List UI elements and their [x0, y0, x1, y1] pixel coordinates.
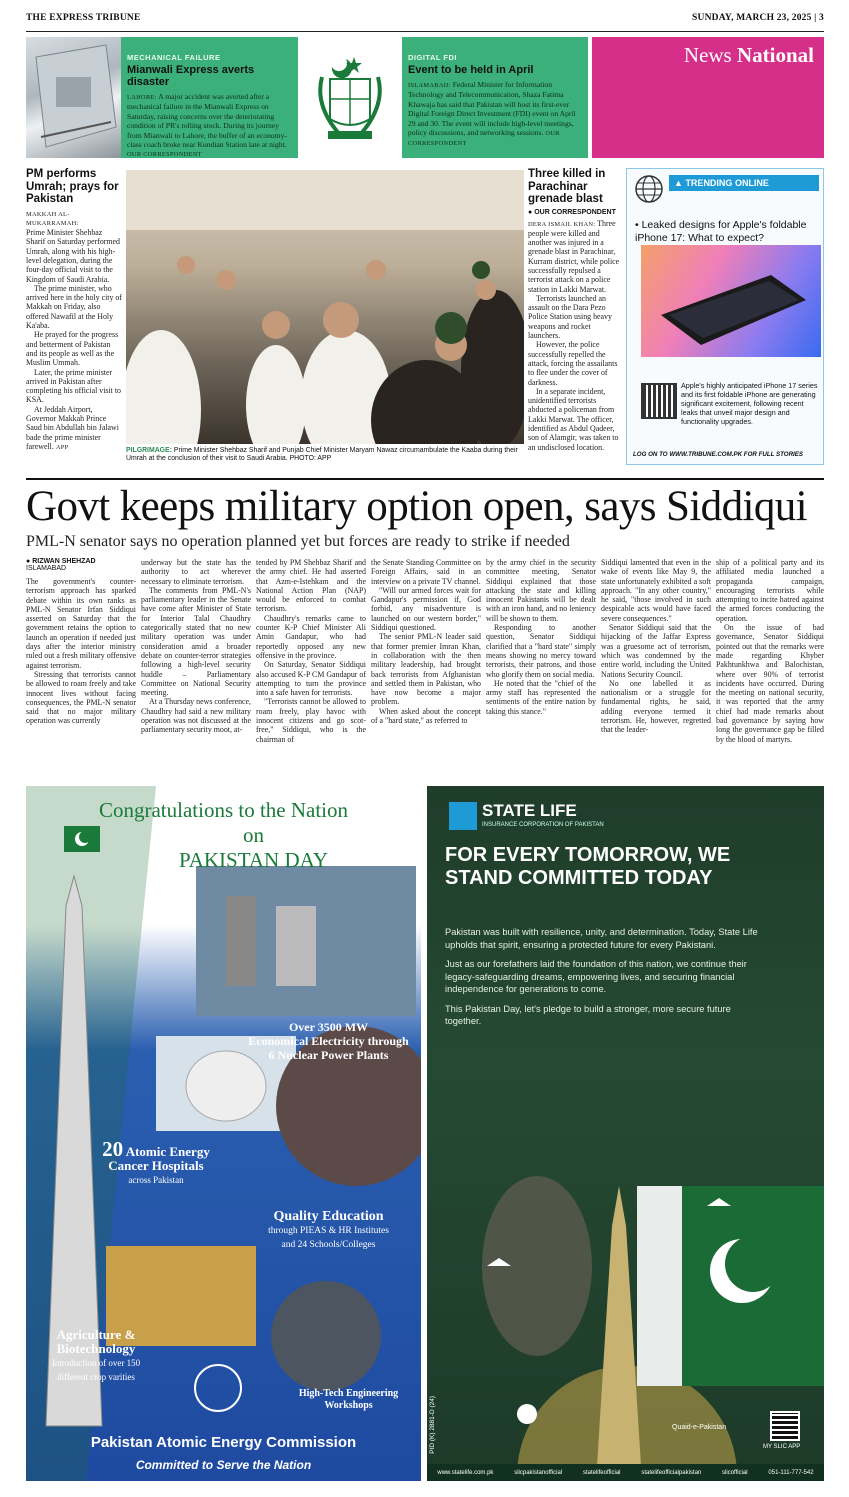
story-headline: Three killed in Parachinar grenade blast: [528, 168, 606, 205]
brief-body: ISLAMABAD: Federal Minister for Information Technology and Telecommunication, Shaza Fatima Khawaja has said that Pakistan will host its first-ever Digital Foreign Direct Investment (FDI) event on April 29 and 30. The event will include high-level meetings, policy discussions, and networking sessions. OUR CORRESPONDENT: [408, 80, 576, 148]
quaid-caption: Quaid-e-Pakistan: [672, 1424, 727, 1431]
trending-title: ▲ TRENDING ONLINE: [669, 175, 819, 191]
footer-x[interactable]: slicofficial: [722, 1469, 748, 1476]
train-photo-svg: [26, 37, 121, 158]
umrah-photo: [126, 170, 524, 444]
brief-digital-fdi: [402, 37, 588, 158]
qr-code[interactable]: [641, 383, 677, 419]
globe-icon: [633, 173, 665, 205]
footer-phone[interactable]: 051-111-777-542: [768, 1469, 814, 1476]
statelife-brand-sub: INSURANCE CORPORATION OF PAKISTAN: [482, 822, 604, 828]
paec-agriculture: Agriculture & Biotechnology Introduction of over 150 different crop varities: [51, 1327, 141, 1382]
statelife-pid: PID (K) 2881-D (24): [429, 1396, 436, 1454]
lead-rule: [26, 478, 824, 480]
paec-congrats: Congratulations to the Nation on PAKISTAN DAY: [98, 798, 349, 872]
trending-headline-link[interactable]: • Leaked designs for Apple's foldable iPhone 17: What to expect?: [635, 219, 807, 244]
story-umrah: [26, 168, 122, 468]
statelife-body: Pakistan was built with resilience, unity, and determination. Today, State Life upholds that spirit, ensuring a protected future for every Pakistani. Just as our forefathers laid the foundation of this nation, we continue their legacy-safeguarding dreams, empowering lives, and securing financial independence for generations to come. This Pakistan Day, let's pledge to build a stronger, more secure future together.: [445, 927, 758, 1026]
footer-facebook[interactable]: slicpakistanofficial: [514, 1469, 563, 1476]
lead-byline: ● RIZWAN SHEHZAD ISLAMABAD: [26, 558, 96, 572]
page-date: SUNDAY, MARCH 23, 2025 | 3: [692, 13, 824, 23]
aaa-badge-icon: [517, 1404, 537, 1424]
story-parachinar: [528, 168, 622, 468]
section-label: [592, 37, 824, 158]
emblem-icon: [302, 37, 398, 158]
photo-caption: PILGRIMAGE: Prime Minister Shehbaz Sharif and Punjab Chief Minister Maryam Nawaz circumambulate the Kaaba during their Umrah at the conclusion of their visit to Saudi Arabia. PHOTO: APP: [126, 447, 518, 463]
statelife-ad-art: [427, 786, 824, 1481]
story-byline: ● OUR CORRESPONDENT: [528, 208, 616, 216]
lead-col-6: Siddiqui lamented that even in the wake of events like May 9, the state unfortunately exhibited a soft approach. "In any other country," he said, "those involved in such despicable acts would have faced severe consequences." Senator Siddiqui said that the hijacking of the Jaffar Express was a gruesome act of terrorism, which was condemned by the entire world, including the United Nations Security Council. No one labelled it as nationalism or a struggle for fundamental rights, he said, adding everyone termed it terrorism. He, however, regretted that the leader-: [601, 558, 711, 735]
lead-col-4: the Senate Standing Committee on Foreign Affairs, said in an interview on a private TV channel. "Will our armed forces wait for Gandapur's permission if, God forbid, any misadventure is launched on our western border," Siddiqui questioned. The senior PML-N leader said that former premier Imran Khan, in collaboration with the then military leadership, had brought back terrorists from Afghanistan and settled them in Pakistan, who have now become a major problem. When asked about the concept of a "hard state," as referred to: [371, 558, 481, 726]
trending-summary: Apple's highly anticipated iPhone 17 series and its first foldable iPhone are generating significant excitement, following recent leaks that unveil major design and functionality upgrades.: [681, 381, 818, 426]
trending-box: [626, 168, 824, 465]
paec-education: Quality Education through PIEAS & HR Institutes and 24 Schools/Colleges: [268, 1209, 389, 1250]
lead-headline: Govt keeps military option open, says Siddiqui: [26, 483, 807, 530]
brief-kicker: MECHANICAL FAILURE: [127, 53, 221, 62]
paec-engineering: High-Tech Engineering Workshops: [298, 1388, 399, 1411]
brief-kicker: DIGITAL FDI: [408, 53, 457, 62]
ad-paec[interactable]: [26, 786, 421, 1481]
lead-col-5: by the army chief in the security committee meeting, Senator Siddiqui explained that those attacking the state and killing innocent Pakistanis will be dealt with an iron hand, and no leniency will be shown to them. Responding to another question, Senator Siddiqui clarified that a "hard state" simply means showing no mercy toward terrorists, their patrons, and those who glorify them on social media. He noted that the "chief of the army staff has represented the sentiments of the entire nation by taking this stance.": [486, 558, 596, 716]
lead-col-2: underway but the state has the authority to act wherever necessary to eliminate terrorism. The comments from PML-N's parliamentary leader in the Senate have come after Minister of State for Interior Talal Chaudhry categorically stated that no new military operation was under consideration amid a broader debate on counter-terror strategies following a high-level security huddle – Parliamentary Committee on National Security meeting. At a Thursday news conference, Chaudhry had said a new military operation was not discussed at the parliamentary security moot, at-: [141, 558, 251, 735]
iphone-image: [641, 245, 821, 357]
paec-cancer: 20 Atomic Energy Cancer Hospitals across Pakistan: [102, 1137, 210, 1185]
paper-name: THE EXPRESS TRIBUNE: [26, 13, 141, 23]
paec-motto: Committed to Serve the Nation: [135, 1458, 312, 1472]
footer-instagram[interactable]: statelifeofficial: [582, 1469, 621, 1476]
statelife-brand: STATE LIFE: [482, 801, 577, 820]
statelife-footer: [427, 1464, 824, 1481]
statelife-headline: FOR EVERY TOMORROW, WE STAND COMMITTED TODAY: [445, 844, 731, 889]
section-title: News National: [683, 43, 814, 67]
app-label: MY SLIC APP: [763, 1444, 801, 1450]
ad-state-life[interactable]: [427, 786, 824, 1481]
trending-footer: LOG ON TO WWW.TRIBUNE.COM.PK FOR FULL STORIES: [633, 451, 804, 458]
trend-icon: ▲: [674, 178, 683, 188]
lead-col-3: tended by PM Shehbaz Sharif and the army chief. He had asserted that Azm-e-Istehkam and the National Action Plan (NAP) would be enforced to combat terrorism. Chaudhry's remarks came to counter K-P Chief Minister Ali Amin Gandapur, who had reportedly opposed any new offensive in the province. On Saturday, Senator Siddiqui also accused K-P CM Gandapur of attempting to turn the province into a safe haven for terrorists. "Terrorists cannot be allowed to roam freely, play havoc with innocent citizens and go scot-free," Siddiqui, who is the chairman of: [256, 558, 366, 744]
masthead: [26, 8, 824, 32]
app-qr-code[interactable]: [770, 1411, 800, 1441]
statelife-logo: [449, 802, 477, 830]
brief-headline: Mianwali Express averts disaster: [127, 64, 255, 88]
brief-headline: Event to be held in April: [408, 64, 534, 76]
story-body: MAKKAH AL-MUKARRAMAH: Prime Minister Shehbaz Sharif on Saturday performed Umrah, along with his high-level delegation, during the four-day official visit to the Kingdom of Saudi Arabia. The prime minister, who arrived here in the holy city of Makkah on Friday, also offered Nawafil at the Holy Ka'aba. He prayed for the progress and betterment of Pakistan and its people as well as the Muslim Ummah. Later, the prime minister arrived in Pakistan after completing his official visit to KSA. At Jeddah Airport, Governor Makkah Prince Saud bin Abdullah bin Jalawi bade the prime minister farewell. APP: [26, 210, 122, 451]
lead-col-7: ship of a political party and its affiliated media launched a propaganda campaign, encouraging terrorists while attempting to incite hatred against the armed forces conducting the operation. On the issue of bad governance, Senator Siddiqui pointed out that the remarks were made regarding Khyber Pakhtunkhwa and Balochistan, where over 90% of terrorist incidents have occurred. During the meeting on national security, it was reported that the army chief had made remarks about bad governance by saying how long the governance gap be filled by the blood of martyrs.: [716, 558, 824, 744]
crowd-illustration: [126, 170, 524, 444]
story-body: DERA ISMAIL KHAN: Three people were killed and another was injured in a grenade blast in Parachinar, Kurram district, while police successfully repulsed a terrorist attack on a police station in Lakki Marwat. Terrorists launched an assault on the Dara Pezo Police Station using heavy weapons and rocket launchers. However, the police successfully repelled the attack, forcing the assailants to flee under the cover of darkness. In a separate incident, unidentified terrorists abducted a policeman from Lakki Marwat. The officer, identified as Abdul Qadeer, son of Alamgir, was taken to an undisclosed location.: [528, 218, 620, 452]
footer-linkedin[interactable]: statelifeofficialpakistan: [641, 1469, 702, 1476]
paec-power: Over 3500 MW Economical Electricity through 6 Nuclear Power Plants: [248, 1020, 409, 1062]
paec-org: Pakistan Atomic Energy Commission: [90, 1434, 357, 1451]
train-photo: [26, 37, 121, 158]
paec-logo-icon: [194, 1364, 242, 1412]
story-headline: PM performs Umrah; prays for Pakistan: [26, 168, 119, 205]
brief-mianwali: [26, 37, 298, 158]
lead-col-1: The government's counter-terrorism approach has sparked debate within its own ranks as PML-N Senator Irfan Siddiqui asserted on Saturday that the government retains the option to launch an operation if needed just days after the interior ministry ruled out a fresh military offensive against terrorism. Stressing that terrorists cannot be allowed to roam freely and take innocent lives without facing consequences, the PML-N senator said that no major military operation was currently: [26, 577, 136, 726]
footer-web[interactable]: www.statelife.com.pk: [437, 1469, 494, 1476]
state-emblem: [302, 37, 398, 158]
brief-body: LAHORE: A major accident was averted after a mechanical failure in the Mianwali Express on Saturday, raising concerns over the deteriorating condition of PR's rolling stock. During its journey from Mianwali to Lahore, the buffer of an economy-class coach broke near Kundian Station late at night. OUR CORRESPONDENT: [127, 92, 287, 159]
lead-subhead: PML-N senator says no operation planned yet but forces are ready to strike if needed: [26, 533, 570, 550]
